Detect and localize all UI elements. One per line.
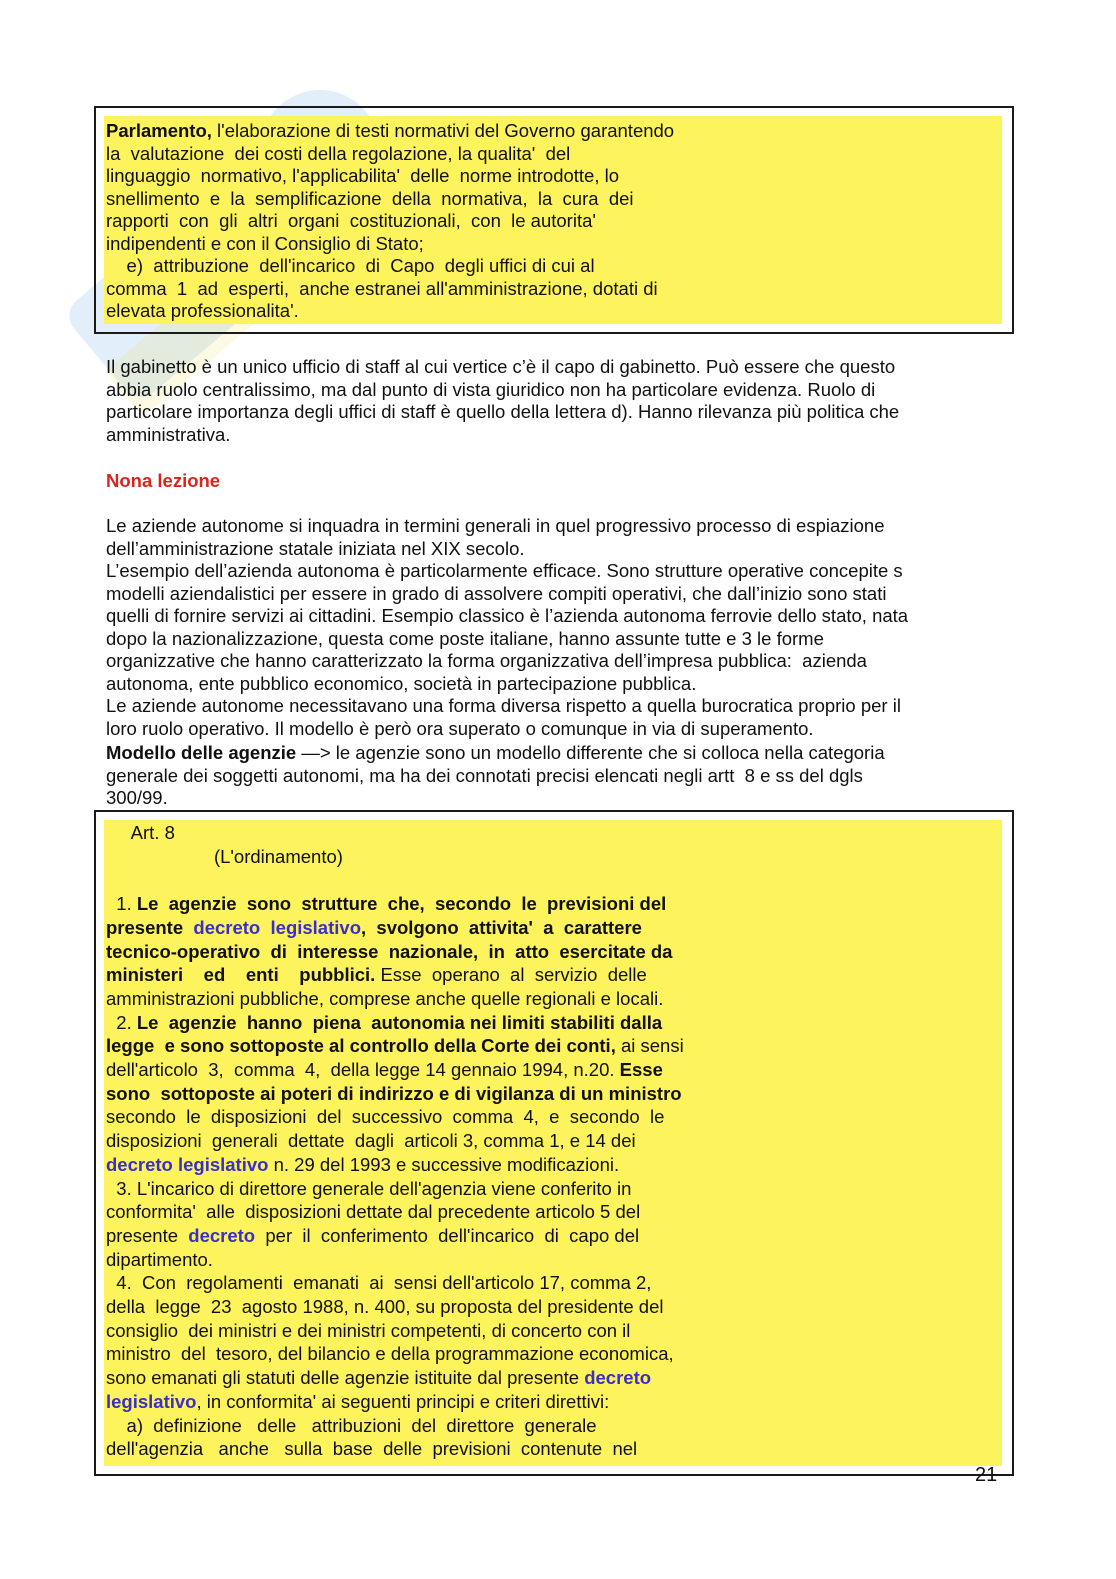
text-line: la valutazione dei costi della regolazione, la qualita' del: [106, 142, 571, 164]
text-line: indipendenti e con il Consiglio di Stato;: [106, 232, 424, 254]
text-line: linguaggio normativo, l'applicabilita' delle norme introdotte, lo: [106, 165, 620, 186]
decree-link[interactable]: decreto: [584, 1367, 652, 1389]
text-line: comma 1 ad esperti, anche estranei all'amministrazione, dotati di: [106, 277, 658, 299]
decree-link[interactable]: decreto legislativo: [106, 1153, 269, 1175]
quoted-law-box-2: Art. 8 (L'ordinamento) 1. Le agenzie sono strutture che, secondo le previsioni del presente decreto legislativo, svolgono attivita' a carattere tecnico-operativo di interesse nazionale, in atto esercitate da ministeri ed enti pubblici. Esse operano al servizio delle amministrazioni pubbliche, comprese anche quelle regionali e locali. 2. Le agenzie hanno piena autonomia nei limiti stabiliti dalla legge e sono sottoposte al controllo della Corte dei conti, ai sensi dell'articolo 3, comma 4, della legge 14 gennaio 1994, n.20. Esse sono sottoposte ai poteri di indirizzo e di vigilanza di un ministro secondo le disposizioni del successivo comma 4, e secondo le disposizioni generali dettate dagli articoli 3, comma 1, e 14 dei decreto legislativo n. 29 del 1993 e successive modificazioni. 3. L'incarico di direttore generale dell'agenzia viene conferito in conformita' alle disposizioni dettate dal precedente articolo 5 del presente decreto per il conferimento dell'incarico di capo del dipartimento. 4. Con regolamenti emanati ai sensi dell'articolo 17, comma 2, della legge 23 agosto 1988, n. 400, su proposta del presidente del consiglio dei ministri e dei ministri competenti, di concerto con il ministro del tesoro, del bilancio e della programmazione economica, sono emanati gli statuti delle agenzie istituite dal presente decreto legislativo, in conformita' ai seguenti principi e criteri direttivi: a) definizione delle attribuzioni del direttore generale dell'agenzia anche sulla base delle previsioni contenute nel: [94, 810, 1014, 1476]
article-title: (L'ordinamento): [106, 845, 343, 867]
agenzie-heading: Modello delle agenzie: [106, 742, 297, 763]
page-number: 21: [975, 1464, 998, 1486]
text-line: rapporti con gli altri organi costituzionali, con le autorita': [106, 210, 596, 231]
quoted-law-box-1: Parlamento, l'elaborazione di testi normativi del Governo garantendo la valutazione dei costi della regolazione, la qualita' del linguaggio normativo, l'applicabilita' delle norme introdotte, lo snellimento e la semplificazione della normativa, la cura dei rapporti con gli altri organi costituzionali, con le autorita' indipendenti e con il Consiglio di Stato; e) attribuzione dell'incarico di Capo degli uffici di cui al comma 1 ad esperti, anche estranei all'amministrazione, dotati di elevata professionalita'.: [94, 106, 1014, 334]
text-line: elevata professionalita'.: [106, 300, 299, 321]
section-heading: Nona lezione: [106, 470, 221, 491]
aziende-paragraph: Le aziende autonome si inquadra in termini generali in quel progressivo processo di espiazione dell’amministrazione statale iniziata nel XIX secolo. L’esempio dell’azienda autonoma è particolarmente efficace. Sono strutture operative concepite s modelli aziendalistici per essere in grado di assolvere compiti operativi, che dall’inizio sono stati quelli di fornire servizi ai cittadini. Esempio classico è l’azienda autonoma ferrovie dello stato, nata dopo la nazionalizzazione, questa come poste italiane, hanno assunte tutte e 3 le forme organizzative che hanno caratterizzato la forma organizzativa dell’impresa pubblica: azienda autonoma, ente pubblico economico, società in partecipazione pubblica. Le aziende autonome necessitavano una forma diversa rispetto a quella burocratica proprio per il loro ruolo operativo. Il modello è però ora superato o comunque in via di superamento. Modello delle agenzie —> le agenzie sono un modello differente che si colloca nella categoria generale dei soggetti autonomi, ma ha dei connotati precisi elencati negli artt 8 e ss del dgls 300/99.: [106, 515, 909, 808]
decree-link[interactable]: legislativo: [106, 1390, 197, 1412]
bold-term: Parlamento,: [106, 120, 212, 141]
decree-link[interactable]: decreto: [188, 1224, 256, 1246]
article-number: Art. 8: [106, 822, 175, 843]
text-line: snellimento e la semplificazione della normativa, la cura dei: [106, 187, 634, 209]
decree-link[interactable]: decreto legislativo: [193, 916, 361, 938]
text-line: e) attribuzione dell'incarico di Capo degli uffici di cui al: [106, 255, 595, 276]
gabinetto-paragraph: Il gabinetto è un unico ufficio di staff al cui vertice c’è il capo di gabinetto. Può essere che questo abbia ruolo centralissimo, ma dal punto di vista giuridico non ha particolare evidenza. Ruolo di particolare importanza degli uffici di staff è quello della lettera d). Hanno rilevanza più politica che amministrativa.: [106, 356, 900, 445]
